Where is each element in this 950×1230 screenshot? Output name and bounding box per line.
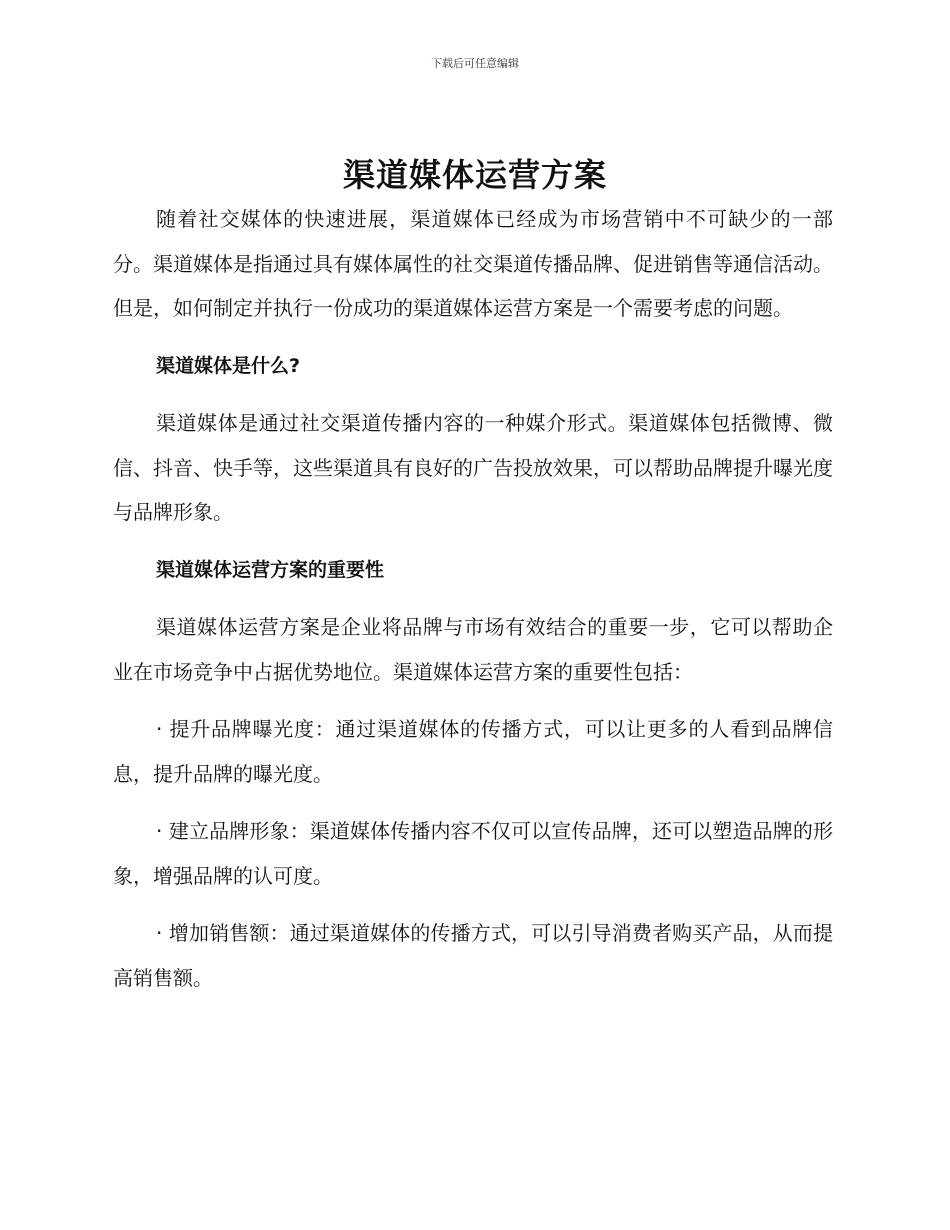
bullet-item: · 建立品牌形象：渠道媒体传播内容不仅可以宣传品牌，还可以塑造品牌的形象，增强品牌的认可度。 (113, 819, 833, 888)
document-body (113, 197, 833, 1000)
header-note: 下载后可任意编辑 (431, 57, 519, 70)
paragraph-what: 渠道媒体是通过社交渠道传播内容的一种媒介形式。渠道媒体包括微博、微信、抖音、快手等，这些渠道具有良好的广告投放效果，可以帮助品牌提升曝光度与品牌形象。 (113, 411, 833, 524)
section-heading-what: 渠道媒体是什么? (156, 354, 301, 377)
intro-paragraph: 随着社交媒体的快速进展，渠道媒体已经成为市场营销中不可缺少的一部分。渠道媒体是指通过具有媒体属性的社交渠道传播品牌、促进销售等通信活动。但是，如何制定并执行一份成功的渠道媒体运营方案是一个需要考虑的问题。 (113, 207, 833, 320)
bullet-item: · 提升品牌曝光度：通过渠道媒体的传播方式，可以让更多的人看到品牌信息，提升品牌的曝光度。 (113, 717, 833, 786)
section-heading-importance: 渠道媒体运营方案的重要性 (156, 558, 385, 581)
document-title: 渠道媒体运营方案 (342, 156, 607, 194)
bullet-item: · 增加销售额：通过渠道媒体的传播方式，可以引导消费者购买产品，从而提高销售额。 (113, 921, 833, 990)
paragraph-importance: 渠道媒体运营方案是企业将品牌与市场有效结合的重要一步，它可以帮助企业在市场竞争中占据优势地位。渠道媒体运营方案的重要性包括： (113, 615, 833, 684)
